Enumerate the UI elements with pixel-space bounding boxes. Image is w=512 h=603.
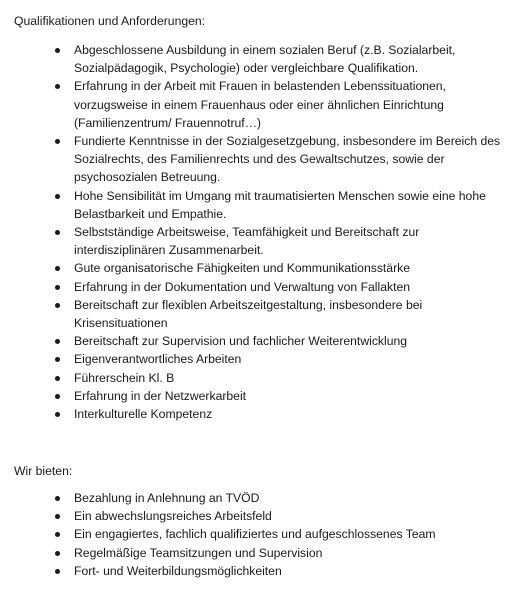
list-item-text: Bereitschaft zur Supervision und fachlicher Weiterentwicklung	[74, 334, 408, 349]
bullet-icon	[55, 394, 60, 399]
offer-heading: Wir bieten:	[14, 464, 73, 478]
list-item	[0, 187, 512, 223]
list-item-text: Bezahlung in Anlehnung an TVÖD	[74, 491, 260, 505]
list-item	[0, 562, 512, 580]
bullet-icon	[55, 551, 60, 556]
bullet-icon	[55, 194, 60, 199]
bullet-icon	[55, 339, 60, 344]
list-item-text: Regelmäßige Teamsitzungen und Supervision	[74, 545, 323, 560]
list-item	[0, 507, 512, 525]
qualifications-heading: Qualifikationen und Anforderungen:	[14, 14, 206, 28]
bullet-icon	[55, 266, 60, 271]
bullet-icon	[55, 412, 60, 417]
list-item-text: Eigenverantwortliches Arbeiten	[74, 352, 242, 367]
bullet-icon	[55, 514, 60, 519]
list-item-text: Fundierte Kenntnisse in der Sozialgesetzgebung, insbesondere im Bereich des Sozialrechts, des Familienrechts und des Gewaltschutzes, sowie der psychosozialen Betreuung.	[74, 134, 501, 185]
bullet-icon	[55, 532, 60, 537]
list-item	[0, 223, 512, 259]
list-item	[0, 405, 512, 423]
bullet-icon	[55, 230, 60, 235]
list-item-text: Interkulturelle Kompetenz	[74, 407, 213, 422]
list-item-text: Erfahrung in der Dokumentation und Verwaltung von Fallakten	[74, 279, 411, 294]
list-item	[0, 369, 512, 387]
list-item	[0, 77, 512, 132]
bullet-icon	[55, 48, 60, 53]
list-item	[0, 387, 512, 405]
list-item-text: Führerschein Kl. B	[74, 370, 175, 385]
bullet-icon	[55, 569, 60, 574]
list-item-text: Abgeschlossene Ausbildung in einem sozialen Beruf (z.B. Sozialarbeit, Sozialpädagogik, Psychologie) oder vergleichbare Qualifikation.	[74, 43, 456, 76]
list-item	[0, 332, 512, 350]
bullet-icon	[55, 496, 60, 501]
list-item-text: Erfahrung in der Arbeit mit Frauen in belastenden Lebenssituationen, vorzugsweise in einem Frauenhaus oder einer ähnlichen Einrichtung (Familienzentrum/ Frauennotruf…)	[74, 79, 446, 130]
list-item	[0, 525, 512, 543]
list-item	[0, 350, 512, 368]
list-item	[0, 132, 512, 187]
list-item	[0, 489, 512, 507]
list-item-text: Gute organisatorische Fähigkeiten und Kommunikationsstärke	[74, 261, 411, 276]
list-item	[0, 296, 512, 332]
bullet-icon	[55, 357, 60, 362]
list-item-text: Erfahrung in der Netzwerkarbeit	[74, 388, 247, 403]
list-item	[0, 41, 512, 77]
list-item	[0, 278, 512, 296]
bullet-icon	[55, 84, 60, 89]
list-item-text: Hohe Sensibilität im Umgang mit traumatisierten Menschen sowie eine hohe Belastbarkeit und Empathie.	[74, 188, 486, 221]
bullet-icon	[55, 303, 60, 308]
list-item-text: Fort- und Weiterbildungsmöglichkeiten	[74, 563, 282, 578]
bullet-icon	[55, 139, 60, 144]
qualifications-list	[0, 41, 512, 423]
list-item-text: Ein abwechslungsreiches Arbeitsfeld	[74, 509, 272, 524]
bullet-icon	[55, 376, 60, 381]
list-item	[0, 259, 512, 277]
list-item-text: Selbstständige Arbeitsweise, Teamfähigkeit und Bereitschaft zur interdisziplinären Zusammenarbeit.	[74, 225, 420, 258]
list-item-text: Ein engagiertes, fachlich qualifiziertes und aufgeschlossenes Team	[74, 527, 436, 542]
bullet-icon	[55, 285, 60, 290]
list-item	[0, 544, 512, 562]
offer-list	[0, 489, 512, 580]
list-item-text: Bereitschaft zur flexiblen Arbeitszeitgestaltung, insbesondere bei Krisensituationen	[74, 297, 423, 331]
